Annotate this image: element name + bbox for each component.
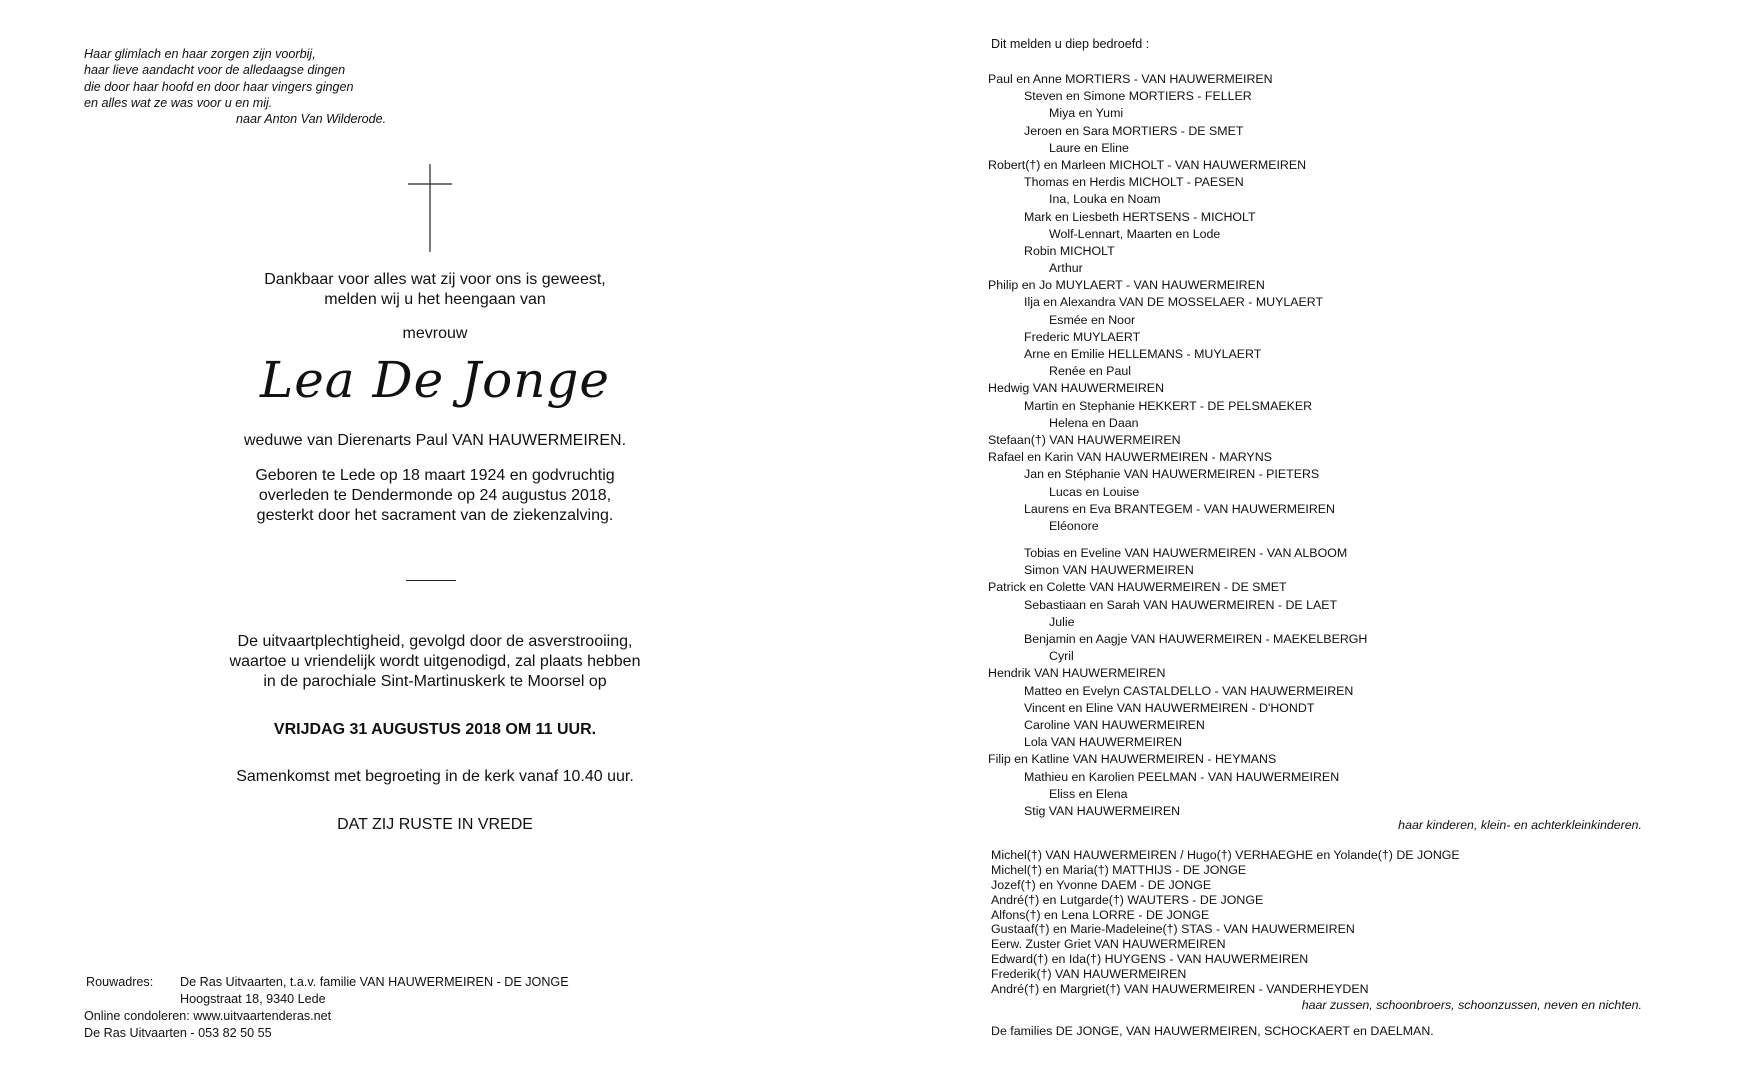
sibling-entry: André(†) en Lutgarde(†) WAUTERS - DE JONGE	[991, 892, 1264, 907]
ceremony-date: VRIJDAG 31 AUGUSTUS 2018 OM 11 UUR.	[273, 721, 597, 738]
family-entry: Arne en Emilie HELLEMANS - MUYLAERT	[1024, 347, 1262, 361]
family-entry: Hedwig VAN HAUWERMEIREN	[988, 381, 1165, 396]
family-entry: Stig VAN HAUWERMEIREN	[1024, 803, 1181, 818]
divider	[406, 580, 456, 581]
sibling-entry: Alfons(†) en Lena LORRE - DE JONGE	[991, 907, 1210, 922]
sibling-entry: Frederik(†) VAN HAUWERMEIREN	[991, 967, 1187, 982]
poem-line: die door haar hoofd en door haar vingers gingen	[84, 79, 354, 94]
family-entry: Patrick en Colette VAN HAUWERMEIREN - DE SMET	[988, 580, 1287, 595]
family-entry: Mark en Liesbeth HERTSENS - MICHOLT	[1024, 209, 1256, 224]
intro-line: melden wij u het heengaan van	[324, 291, 546, 308]
family-entry: Laurens en Eva BRANTEGEM - VAN HAUWERMEIREN	[1024, 501, 1335, 516]
family-entry: Philip en Jo MUYLAERT - VAN HAUWERMEIREN	[988, 278, 1265, 293]
sibling-entry: André(†) en Margriet(†) VAN HAUWERMEIREN - VANDERHEYDEN	[991, 982, 1369, 997]
intro	[180, 270, 690, 310]
sibling-entry: Jozef(†) en Yvonne DAEM - DE JONGE	[991, 877, 1212, 892]
title-mevrouw: mevrouw	[402, 325, 468, 342]
widow-of: weduwe van Dierenarts Paul VAN HAUWERMEIREN.	[243, 432, 627, 449]
cross-icon	[408, 164, 452, 252]
family-entry: Rafael en Karin VAN HAUWERMEIREN - MARYNS	[988, 450, 1272, 465]
sibling-entry: Michel(†) VAN HAUWERMEIREN / Hugo(†) VERHAEGHE en Yolande(†) DE JONGE	[991, 848, 1460, 862]
family-list	[988, 71, 1367, 820]
family-entry: Vincent en Eline VAN HAUWERMEIREN - D'HONDT	[1024, 700, 1315, 715]
family-entry: Eliss en Elena	[1049, 786, 1128, 801]
family-entry: Jeroen en Sara MORTIERS - DE SMET	[1024, 123, 1244, 138]
family-entry: Martin en Stephanie HEKKERT - DE PELSMAEKER	[1024, 398, 1313, 413]
sibling-entry: Gustaaf(†) en Marie-Madeleine(†) STAS - VAN HAUWERMEIREN	[991, 922, 1355, 937]
family-entry: Miya en Yumi	[1049, 106, 1124, 121]
families-line: De families DE JONGE, VAN HAUWERMEIREN, SCHOCKAERT en DAELMAN.	[991, 1024, 1434, 1038]
family-entry: Tobias en Eveline VAN HAUWERMEIREN - VAN ALBOOM	[1024, 546, 1348, 561]
family-entry: Frederic MUYLAERT	[1024, 329, 1141, 344]
children-note: haar kinderen, klein- en achterkleinkinderen.	[1398, 818, 1642, 832]
family-entry: Thomas en Herdis MICHOLT - PAESEN	[1024, 175, 1244, 190]
sibling-entry: Eerw. Zuster Griet VAN HAUWERMEIREN	[991, 937, 1226, 952]
family-entry: Helena en Daan	[1049, 415, 1139, 430]
life-details	[180, 466, 690, 526]
ceremony-line: De uitvaartplechtigheid, gevolgd door de asverstrooiing,	[237, 633, 633, 650]
deceased-name: Lea De Jonge	[259, 351, 610, 409]
family-entry: Simon VAN HAUWERMEIREN	[1024, 563, 1194, 578]
family-entry: Ina, Louka en Noam	[1049, 192, 1161, 207]
address-line: Hoogstraat 18, 9340 Lede	[180, 992, 326, 1006]
family-entry: Julie	[1049, 614, 1075, 629]
online-label: Online condoleren:	[84, 1009, 190, 1023]
family-gap	[988, 535, 1367, 545]
family-entry: Lola VAN HAUWERMEIREN	[1024, 735, 1183, 750]
address-line: De Ras Uitvaarten, t.a.v. familie VAN HAUWERMEIREN - DE JONGE	[180, 975, 569, 989]
family-entry: Steven en Simone MORTIERS - FELLER	[1024, 89, 1252, 104]
ceremony-line: in de parochiale Sint-Martinuskerk te Moorsel op	[263, 673, 607, 690]
family-entry: Eléonore	[1049, 518, 1099, 533]
family-entry: Benjamin en Aagje VAN HAUWERMEIREN - MAEKELBERGH	[1024, 632, 1368, 646]
siblings-note: haar zussen, schoonbroers, schoonzussen, neven en nichten.	[1301, 998, 1642, 1012]
address-block	[84, 974, 569, 1042]
family-header: Dit melden u diep bedroefd :	[991, 37, 1150, 51]
poem-line: Haar glimlach en haar zorgen zijn voorbij,	[84, 47, 316, 61]
sibling-list	[991, 848, 1460, 997]
poem-line: en alles wat ze was voor u en mij.	[84, 95, 273, 110]
family-entry: Robin MICHOLT	[1024, 243, 1115, 258]
ceremony-text	[180, 632, 690, 692]
death-line: overleden te Dendermonde op 24 augustus 2018,	[258, 487, 612, 504]
family-entry: Caroline VAN HAUWERMEIREN	[1024, 717, 1205, 732]
family-entry: Stefaan(†) VAN HAUWERMEIREN	[988, 432, 1181, 447]
family-entry: Laure en Eline	[1049, 140, 1129, 155]
family-entry: Cyril	[1049, 649, 1074, 664]
family-entry: Matteo en Evelyn CASTALDELLO - VAN HAUWERMEIREN	[1024, 683, 1354, 698]
family-entry: Jan en Stéphanie VAN HAUWERMEIREN - PIETERS	[1024, 467, 1320, 482]
sacrament-line: gesterkt door het sacrament van de ziekenzalving.	[256, 507, 614, 524]
poem	[84, 46, 504, 127]
online-url[interactable]: www.uitvaartenderas.net	[193, 1009, 332, 1023]
family-entry: Hendrik VAN HAUWERMEIREN	[988, 666, 1166, 681]
gathering-line: Samenkomst met begroeting in de kerk vanaf 10.40 uur.	[236, 768, 634, 785]
family-entry: Paul en Anne MORTIERS - VAN HAUWERMEIREN	[988, 72, 1273, 86]
rest-in-peace: DAT ZIJ RUSTE IN VREDE	[337, 816, 533, 833]
sibling-entry: Edward(†) en Ida(†) HUYGENS - VAN HAUWERMEIREN	[991, 952, 1309, 967]
family-entry: Wolf-Lennart, Maarten en Lode	[1049, 226, 1221, 241]
family-entry: Robert(†) en Marleen MICHOLT - VAN HAUWERMEIREN	[988, 157, 1307, 172]
family-entry: Renée en Paul	[1049, 364, 1131, 379]
ceremony-line: waartoe u vriendelijk wordt uitgenodigd, zal plaats hebben	[229, 653, 641, 670]
family-entry: Ilja en Alexandra VAN DE MOSSELAER - MUYLAERT	[1024, 295, 1324, 310]
family-entry: Arthur	[1049, 261, 1083, 276]
birth-line: Geboren te Lede op 18 maart 1924 en godvruchtig	[255, 467, 615, 484]
address-label: Rouwadres:	[86, 975, 154, 989]
sibling-entry: Michel(†) en Maria(†) MATTHIJS - DE JONGE	[991, 862, 1247, 877]
family-entry: Lucas en Louise	[1049, 484, 1140, 499]
family-entry: Filip en Katline VAN HAUWERMEIREN - HEYMANS	[988, 752, 1277, 767]
phone-line: De Ras Uitvaarten - 053 82 50 55	[84, 1026, 272, 1040]
family-entry: Mathieu en Karolien PEELMAN - VAN HAUWERMEIREN	[1024, 769, 1340, 784]
poem-author: naar Anton Van Wilderode.	[236, 112, 387, 127]
family-entry: Esmée en Noor	[1049, 312, 1136, 327]
intro-line: Dankbaar voor alles wat zij voor ons is geweest,	[264, 271, 606, 288]
poem-line: haar lieve aandacht voor de alledaagse dingen	[84, 63, 346, 78]
family-entry: Sebastiaan en Sarah VAN HAUWERMEIREN - DE LAET	[1024, 597, 1338, 612]
